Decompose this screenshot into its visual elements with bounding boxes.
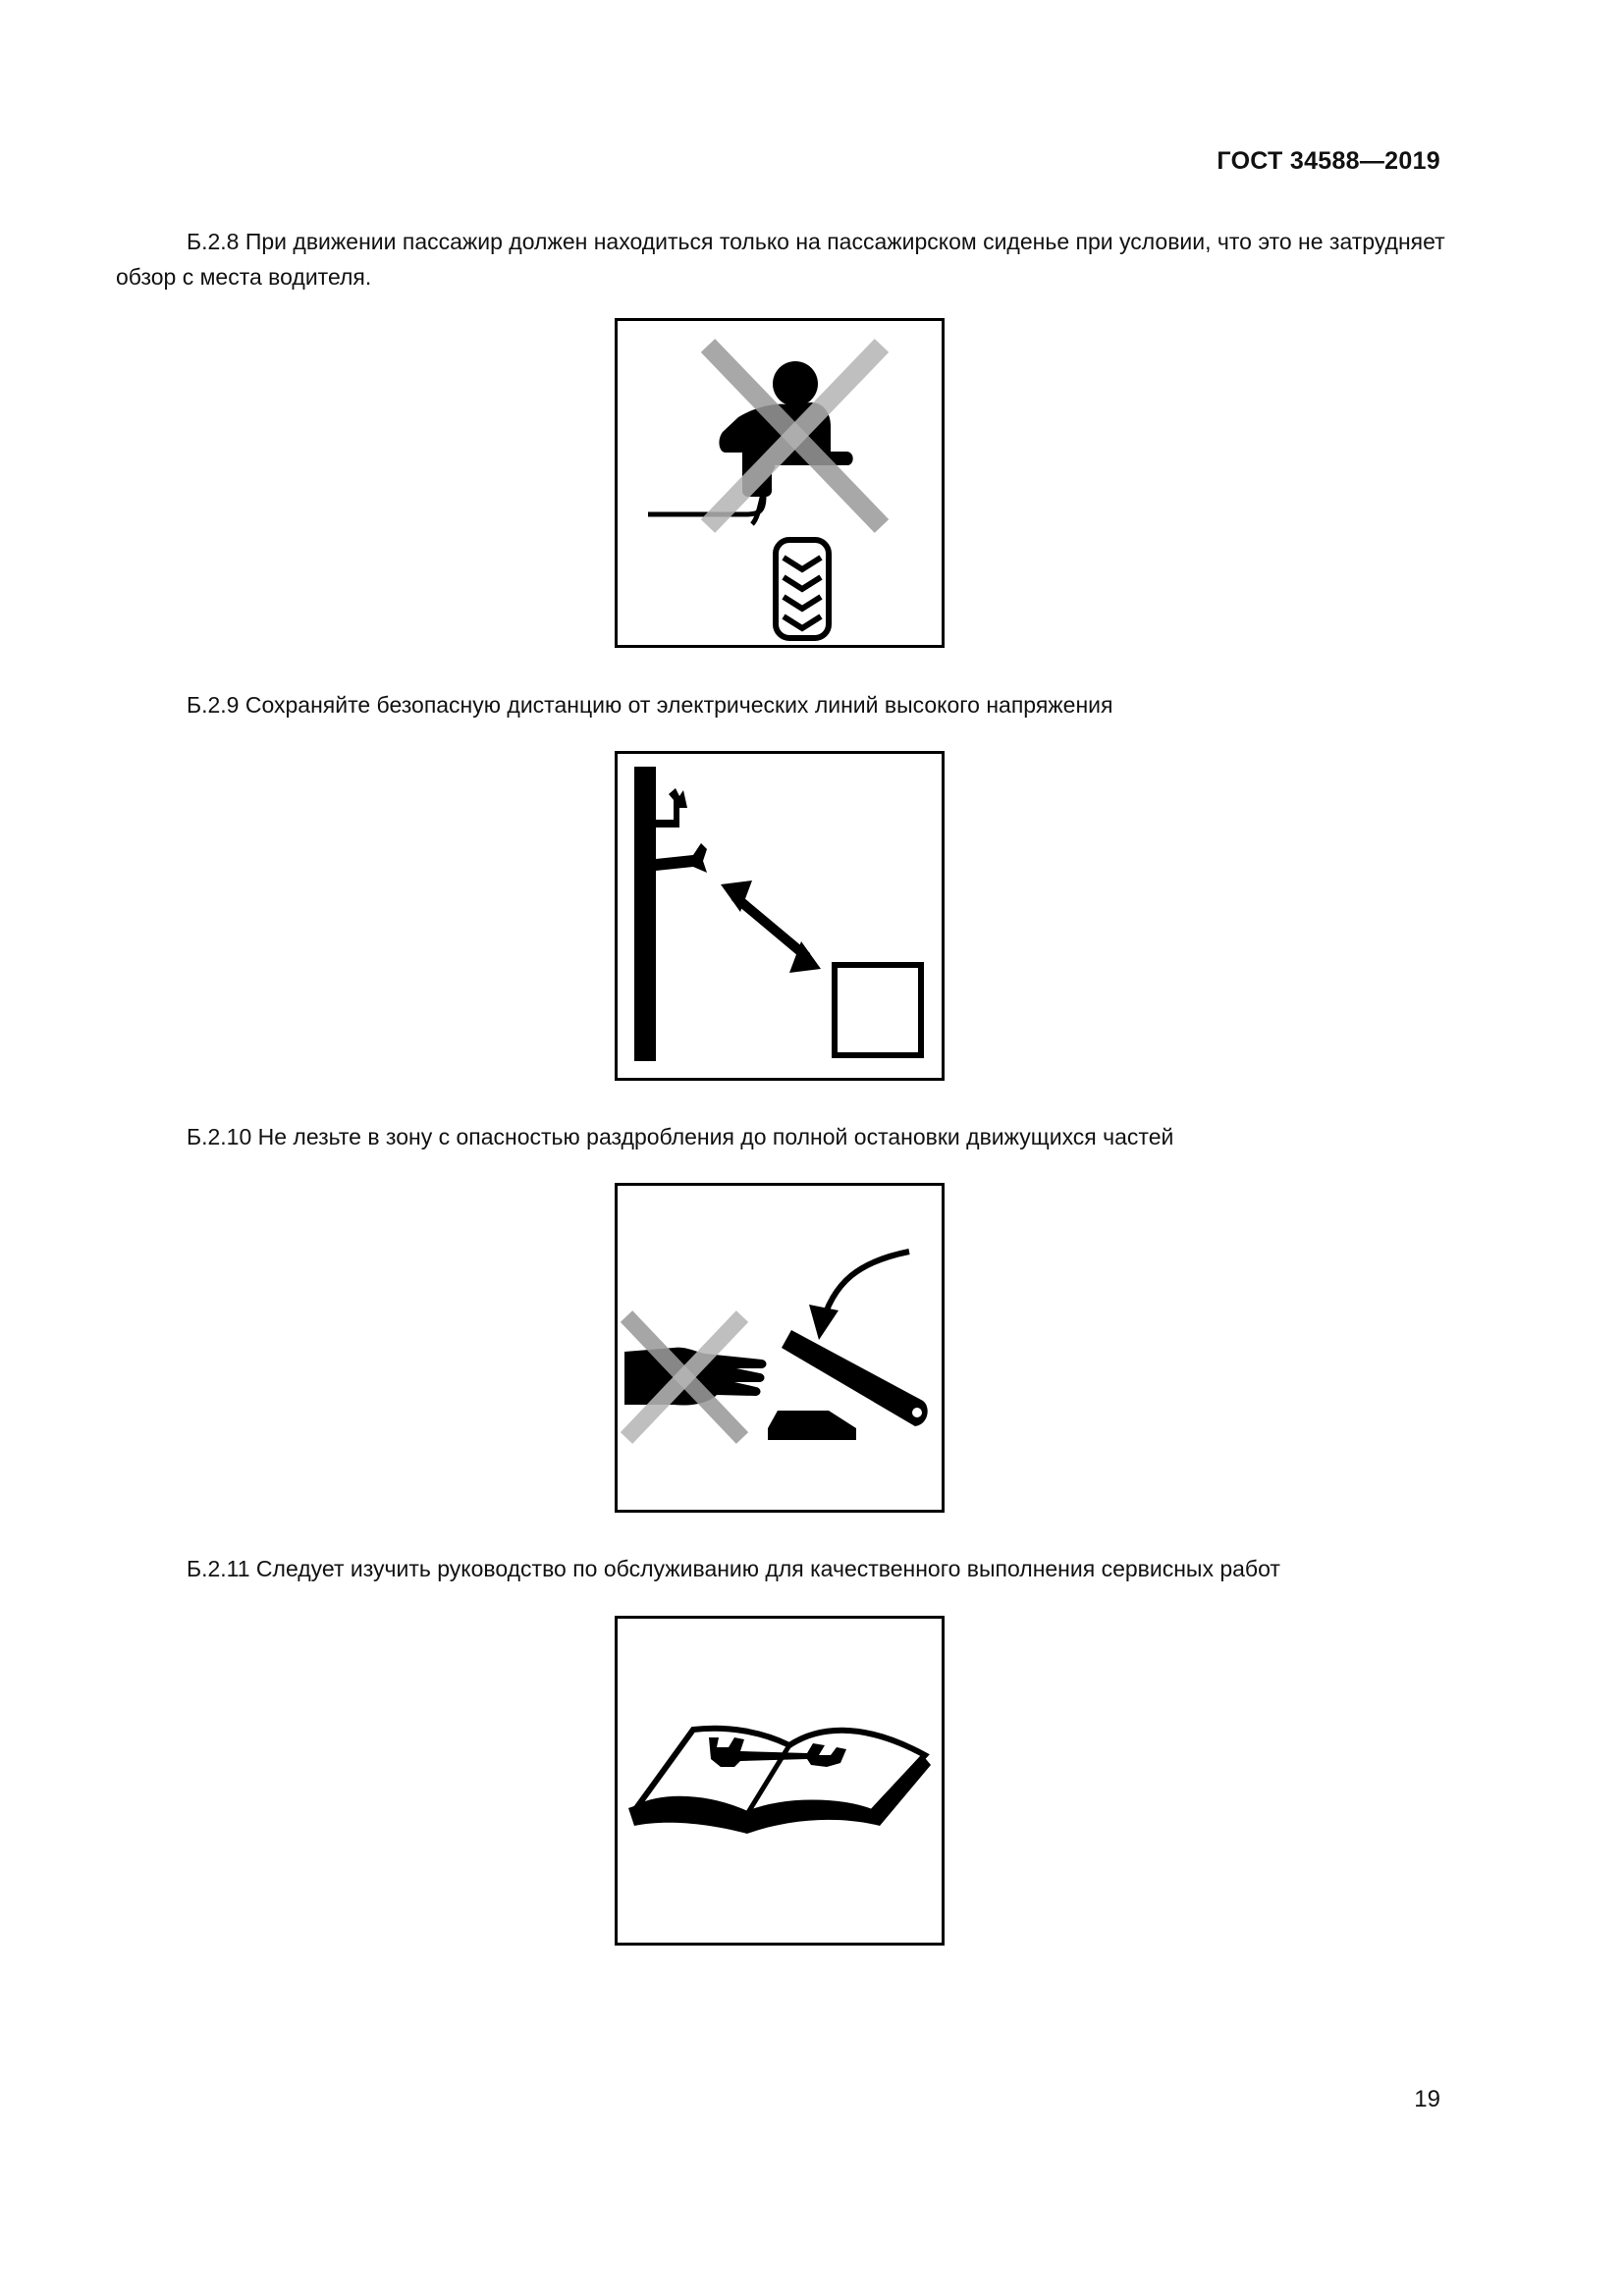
pictogram-b2-10 [615, 1183, 945, 1513]
section-b2-10-text: Б.2.10 Не лезьте в зону с опасностью раздробления до полной остановки движущихся частей [187, 1124, 1174, 1149]
document-header: ГОСТ 34588—2019 [1217, 147, 1440, 175]
section-b2-11-text: Б.2.11 Следует изучить руководство по обслуживанию для качественного выполнения сервисных работ [187, 1556, 1280, 1581]
no-passenger-seat-icon [615, 318, 945, 648]
pictogram-b2-11 [615, 1616, 945, 1946]
pictogram-b2-9 [615, 751, 945, 1081]
service-manual-book-icon [615, 1616, 945, 1946]
section-b2-8-text: Б.2.8 При движении пассажир должен находиться только на пассажирском сиденье при условии, что это не затрудняет обзор с места водителя. [116, 229, 1445, 290]
pictogram-b2-8 [615, 318, 945, 648]
page-number: 19 [1414, 2086, 1440, 2112]
power-line-distance-icon [615, 751, 945, 1081]
crush-hazard-hand-icon [615, 1183, 945, 1513]
section-b2-9-text: Б.2.9 Сохраняйте безопасную дистанцию от электрических линий высокого напряжения [187, 692, 1113, 718]
